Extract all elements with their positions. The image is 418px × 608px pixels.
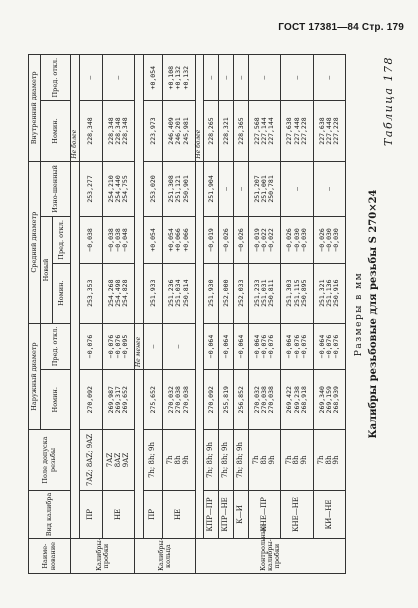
cell-outer-deviation: −0,064: [234, 323, 249, 369]
cell-gauge-type: ПР: [79, 490, 103, 539]
cell-pitch-worn: —: [313, 161, 345, 217]
cell-gauge-type: НЕ: [163, 490, 195, 539]
cell-gauge-type: КНЕ—ПР: [249, 490, 281, 539]
cell-tolerance-field: 7h 8h 9h: [249, 430, 281, 490]
cell-tolerance-field: 7AZ 8AZ 9AZ: [103, 430, 135, 490]
cell-outer-deviation: −0,064 −0,076 −0,076: [249, 323, 281, 369]
header-pitch-nominal: Номин.: [53, 263, 71, 323]
cell-inner-nominal: 227,638 227,448 227,228: [313, 101, 345, 161]
note-not-more-1: Не более: [71, 55, 80, 162]
header-inner-deviation: Пред. откл.: [41, 55, 71, 101]
group-control-plugs: Контрольные калибры-пробки: [195, 539, 345, 574]
cell-pitch-deviation: +0,054 +0,066 +0,066: [163, 217, 195, 263]
cell-pitch-nominal: 251,321 251,136 250,916: [313, 263, 345, 323]
header-new: Новый: [41, 217, 53, 324]
cell-outer-deviation: −0,076 −0,076 −0,095: [103, 323, 135, 369]
table-title: Калибры резьбовые для резьбы S 270×24: [368, 189, 379, 439]
table-row: [79, 55, 103, 574]
cell-tolerance-field: 7h; 8h; 9h: [204, 430, 219, 490]
cell-pitch-deviation: −0,026 −0,030 −0,030: [281, 217, 313, 263]
header-gauge-type: Вид калибра: [29, 490, 71, 539]
cell-outer-nominal: 270,092: [204, 370, 219, 430]
cell-gauge-type: К—И: [234, 490, 249, 539]
cell-pitch-nominal: 251,233 251,031 250,811: [249, 263, 281, 323]
note-not-less: Не менее: [135, 323, 144, 369]
table-row: [313, 55, 345, 574]
cell-inner-deviation: —: [204, 55, 219, 101]
cell-outer-nominal: 270,032 270,038 270,038: [249, 370, 281, 430]
cell-pitch-nominal: 252,033: [234, 263, 249, 323]
header-outer-deviation: Пред. откл.: [41, 323, 71, 369]
cell-tolerance-field: 7h; 8h; 9h: [144, 430, 163, 490]
cell-tolerance-field: 7h 8h 9h: [163, 430, 195, 490]
cell-pitch-nominal: 254,268 254,498 254,828: [103, 263, 135, 323]
page-header: ГОСТ 17381—84 Стр. 179: [278, 22, 404, 33]
table-number: Таблица 178: [382, 56, 395, 146]
header-outer-diameter: Наружный диаметр: [29, 323, 41, 430]
header-pitch-diameter: Средний диаметр: [29, 161, 41, 323]
cell-inner-deviation: —: [313, 55, 345, 101]
table-row: [144, 55, 163, 574]
header-inner-diameter: Внутренний диаметр: [29, 55, 41, 162]
cell-outer-deviation: −0,076: [79, 323, 103, 369]
cell-inner-nominal: 227,568 227,144 227,144: [249, 101, 281, 161]
cell-pitch-deviation: −0,038: [79, 217, 103, 263]
cell-pitch-nominal: 251,236 251,034 250,814: [163, 263, 195, 323]
cell-pitch-worn: 254,210 254,440 254,755: [103, 161, 135, 217]
cell-pitch-nominal: 253,353: [79, 263, 103, 323]
cell-pitch-nominal: 251,303 251,115 250,895: [281, 263, 313, 323]
cell-inner-nominal: 223,973: [144, 101, 163, 161]
cell-tolerance-field: 7h 8h 9h: [313, 430, 345, 490]
cell-pitch-worn: —: [281, 161, 313, 217]
cell-pitch-deviation: −0,019 −0,022 −0,022: [249, 217, 281, 263]
header-name: Наиме-нование: [29, 539, 71, 574]
cell-pitch-deviation: −0,026 −0,030 −0,030: [313, 217, 345, 263]
cell-tolerance-field: 7h; 8h; 9h: [219, 430, 234, 490]
table-row: [163, 55, 195, 574]
header-pitch-deviation: Пред. откл.: [53, 217, 71, 263]
cell-tolerance-field: 7h 8h 9h: [281, 430, 313, 490]
cell-inner-nominal: 228,365: [234, 101, 249, 161]
cell-pitch-deviation: +0,054: [144, 217, 163, 263]
cell-inner-nominal: 246,409 246,201 245,981: [163, 101, 195, 161]
table-row: [234, 55, 249, 574]
cell-pitch-worn: 251,207 251,001 250,781: [249, 161, 281, 217]
cell-inner-nominal: 228,321: [219, 101, 234, 161]
cell-tolerance-field: 7h; 8h; 9h: [234, 430, 249, 490]
cell-inner-deviation: —: [234, 55, 249, 101]
cell-inner-deviation: +0,054: [144, 55, 163, 101]
table-row: [204, 55, 219, 574]
cell-pitch-worn: —: [234, 161, 249, 217]
cell-outer-deviation: −0,064 −0,076 −0,076: [281, 323, 313, 369]
cell-pitch-worn: 251,308 251,121 250,901: [163, 161, 195, 217]
cell-outer-nominal: 275,652: [144, 370, 163, 430]
cell-inner-deviation: +0,108 +0,132 +0,132: [163, 55, 195, 101]
cell-gauge-type: КНЕ—НЕ: [281, 490, 313, 539]
cell-pitch-worn: 251,904: [204, 161, 219, 217]
cell-pitch-worn: 253,277: [79, 161, 103, 217]
cell-outer-nominal: 270,092: [79, 370, 103, 430]
cell-pitch-deviation: −0,019: [204, 217, 219, 263]
cell-inner-deviation: —: [79, 55, 103, 101]
cell-outer-nominal: 269,422 269,238 268,918: [281, 370, 313, 430]
header-tolerance-field: Поле допуска резьбы: [29, 430, 71, 490]
table-row: [281, 55, 313, 574]
cell-outer-nominal: 270,032 270,038 270,038: [163, 370, 195, 430]
table-row: [249, 55, 281, 574]
cell-pitch-deviation: −0,038 −0,038 −0,048: [103, 217, 135, 263]
cell-outer-nominal: 256,852: [234, 370, 249, 430]
cell-inner-deviation: —: [219, 55, 234, 101]
header-worn: Изно-шенный: [41, 161, 71, 217]
table-body: [71, 55, 346, 574]
cell-tolerance-field: 7AZ; 8AZ; 9AZ: [79, 430, 103, 490]
note-not-more-2: Не более: [195, 55, 204, 162]
cell-inner-nominal: 228,265: [204, 101, 219, 161]
gauge-table: [28, 54, 346, 574]
cell-pitch-nominal: 251,930: [204, 263, 219, 323]
cell-inner-deviation: —: [281, 55, 313, 101]
rotated-table-area: [28, 54, 408, 574]
cell-pitch-deviation: −0,026: [234, 217, 249, 263]
cell-pitch-deviation: −0,026: [219, 217, 234, 263]
cell-gauge-type: ПР: [144, 490, 163, 539]
cell-outer-nominal: 269,987 269,317 269,652: [103, 370, 135, 430]
table-units: Размеры в мм: [354, 271, 364, 357]
cell-outer-nominal: 269,340 269,159 268,939: [313, 370, 345, 430]
cell-pitch-worn: —: [219, 161, 234, 217]
group-ring-gauges: Калибры-кольца: [135, 539, 195, 574]
cell-gauge-type: КПР—НЕ: [219, 490, 234, 539]
table-row: [219, 55, 234, 574]
cell-inner-deviation: —: [103, 55, 135, 101]
cell-outer-deviation: —: [144, 323, 163, 369]
cell-inner-deviation: —: [249, 55, 281, 101]
header-outer-nominal: Номин.: [41, 370, 71, 430]
cell-outer-deviation: —: [163, 323, 195, 369]
cell-gauge-type: НЕ: [103, 490, 135, 539]
cell-pitch-worn: 253,020: [144, 161, 163, 217]
cell-inner-nominal: 228,348: [79, 101, 103, 161]
cell-outer-deviation: −0,064 −0,076 −0,076: [313, 323, 345, 369]
cell-outer-deviation: −0,064: [204, 323, 219, 369]
cell-gauge-type: КИ—НЕ: [313, 490, 345, 539]
cell-outer-nominal: 255,819: [219, 370, 234, 430]
cell-outer-deviation: −0,064: [219, 323, 234, 369]
cell-gauge-type: КПР—ПР: [204, 490, 219, 539]
group-plug-gauges: Калибры-пробки: [71, 539, 135, 574]
cell-pitch-nominal: 251,933: [144, 263, 163, 323]
cell-inner-nominal: 227,638 227,448 227,228: [281, 101, 313, 161]
header-inner-nominal: Номин.: [41, 101, 71, 161]
table-row: [103, 55, 135, 574]
cell-inner-nominal: 228,348 228,348 228,348: [103, 101, 135, 161]
cell-pitch-nominal: 252,000: [219, 263, 234, 323]
